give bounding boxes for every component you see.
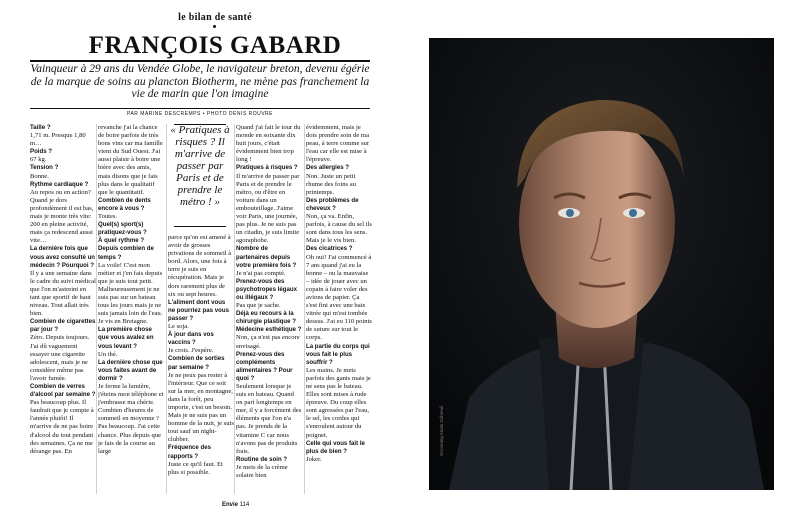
interview-question: Celle qui vous fait le plus de bien ? xyxy=(306,439,365,455)
interview-answer: Je ferme la lumière, j'éteins mon téléphone et j'embrasse ma chérie. Combien d'heures de sommeil en moyenne ? xyxy=(98,383,164,423)
interview-question: Déjà eu recours à la chirurgie plastique ? Médecine esthétique ? xyxy=(236,310,302,334)
right-page xyxy=(400,0,800,518)
text-column-4 xyxy=(236,124,302,494)
interview-answer: Je crois. J'espère. xyxy=(168,347,214,355)
headline: FRANÇOIS GABARD xyxy=(88,32,342,59)
interview-answer: Quand j'ai fait le tour du monde en soixante dix huit jours, c'était évidemment bien trop long ! xyxy=(236,124,301,164)
interview-question: Prenez-vous des compléments alimentaires ? Pour quoi ? xyxy=(236,350,293,382)
interview-question: Fréquence des rapports ? xyxy=(168,444,212,460)
interview-question: Nombre de partenaires depuis votre première fois ? xyxy=(236,245,297,269)
interview-question: Des allergies ? xyxy=(306,164,350,172)
standfirst-rule xyxy=(30,108,370,109)
rubric-bullet-dot-icon xyxy=(213,25,216,28)
portrait-photo xyxy=(429,38,774,490)
interview-answer: Je ne peux pas rester à l'intérieur. Que ce soit sur la mer, en montagne, dans la forêt, peu importe, c'est un besoin. Mais je ne suis pas un homme de la nuit, je suis tout sauf un night-clubber. xyxy=(168,371,234,444)
interview-answer: Non, ça va. Enfin, parfois, à cause du sel ils sont dans tous les sens. Mais je le vis bien. xyxy=(306,213,372,245)
interview-answer: Un thé. xyxy=(98,350,118,358)
interview-question: Rythme cardiaque ? xyxy=(30,180,89,188)
interview-question: Des cicatrices ? xyxy=(306,245,353,253)
interview-answer: Pas que je sache. xyxy=(236,302,281,310)
column-divider xyxy=(166,124,167,494)
column-divider xyxy=(304,124,305,494)
page-number: 114 xyxy=(239,502,250,508)
interview-answer: Non. Juste un petit rhume des foins au printemps. xyxy=(306,172,356,196)
column-divider xyxy=(96,124,97,494)
pull-quote: « Pratiques à risques ? Il m'arrive de passer par Paris et de prendre le métro ! » xyxy=(170,124,230,208)
interview-answer: Seulement lorsque je suis en bateau. Quand on part longtemps en mer, il y a forcément des éléments que l'on n'a pas. Je prends de la vitamine C car nous n'avons pas de produits frais. xyxy=(236,383,302,455)
portrait-illustration xyxy=(429,38,774,490)
text-column-3 xyxy=(168,234,234,494)
pullquote-rule xyxy=(174,226,226,227)
interview-answer: Toutes. xyxy=(98,213,118,221)
text-column-2 xyxy=(98,124,164,494)
interview-answer: parce qu'on est amené à avoir de grosses privations de sommeil à bord. Alors, une fois à terre je suis en récupération. Mais je dors rarement plus de six ou sept heures. xyxy=(168,234,232,298)
interview-question: Combien de sorties par semaine ? xyxy=(168,355,225,371)
interview-answer: Au repos ou en action? Quand je dors profondément il est bas, mais je monte très vite: 200 en pleine activité, mais ça redescend aussi vite… xyxy=(30,188,94,245)
interview-answer: Il m'arrive de passer par Paris et de prendre le métro, ou d'être en voiture dans un embouteillage. J'aime voir Paris, une journée, pas plus. Je ne suis pas un citadin, je suis limite agoraphobe. xyxy=(236,172,300,245)
interview-answer: Zéro. Depuis toujours. J'ai dû vaguement essayer une cigarette adolescent, mais je ne considère même pas l'avoir fumée. xyxy=(30,334,90,382)
interview-answer: Bonne. xyxy=(30,172,49,180)
interview-answer: 1,71 m. Presque 1,80 m… xyxy=(30,132,86,148)
interview-question: Combien de dents encore à vous ? xyxy=(98,196,151,212)
interview-answer: Les mains. Je mets parfois des gants mais je ne sens pas le bateau. Elles sont mises à rude épreuve. Du coup elles sont agressées par l'eau, le sel, les cordes qui s'enroulent autour du poignet. xyxy=(306,366,371,439)
interview-question: Routine de soin ? xyxy=(236,455,288,463)
interview-answer: Joker. xyxy=(306,455,322,463)
interview-question: La partie du corps qui vous fait le plus souffrir ? xyxy=(306,342,370,366)
interview-question: La dernière chose que vous faites avant de dormir ? xyxy=(98,358,163,382)
interview-answer: Je mets de la crème solaire bien xyxy=(236,463,288,480)
interview-question: À quel rythme ? Depuis combien de temps ? xyxy=(98,237,154,261)
interview-question: Combien de verres d'alcool par semaine ? xyxy=(30,383,96,399)
interview-question: Prenez-vous des psychotropes légaux ou illégaux ? xyxy=(236,277,297,301)
interview-question: Quel(s) sport(s) pratiquez-vous ? xyxy=(98,221,147,237)
interview-answer: La voile! C'est mon métier et j'en fais depuis que je suis tout petit. Malheureusement je ne suis pas sur un bateau tous les jours mais je ne suis jamais loin de l'eau. Je vis en Bretagne. xyxy=(98,261,163,326)
interview-answer: Le soja. xyxy=(168,323,189,331)
interview-answer: Pas beaucoup plus. Il faudrait que je compte à l'année plutôt! Il m'arrive de ne pas boire d'alcool du tout pendant des semaines. Ça ne me dérange pas. En xyxy=(30,399,94,455)
interview-answer: Non, ça n'est pas encore envisagé. xyxy=(236,334,300,350)
interview-answer: 67 kg. xyxy=(30,156,47,164)
page-folio xyxy=(222,502,249,508)
interview-question: Taille ? xyxy=(30,124,51,131)
interview-question: À jour dans vos vaccins ? xyxy=(168,331,214,347)
interview-answer: Je n'ai pas compté. xyxy=(236,269,286,277)
interview-question: La dernière fois que vous avez consulté un médecin ? Pourquoi ? xyxy=(30,245,96,269)
interview-answer: Pas beaucoup. J'ai cette chance. Plus depuis que je fais de la course au large xyxy=(98,423,161,455)
interview-answer: Oh oui! J'ai commencé à 7 ans quand j'ai eu la bonne – ou la mauvaise – idée de jouer avec un copain à faire voler des avions de papier. Ça s'est fini avec une baie vitrée qui m'est tombée dessus. J'ai eu 110 points de suture sur tout le corps. xyxy=(306,253,372,342)
interview-answer: Juste ce qu'il faut. Et plus si possible. xyxy=(168,460,223,476)
interview-question: La première chose que vous avalez en vous levant ? xyxy=(98,326,154,350)
text-column-1 xyxy=(30,124,96,494)
interview-question: L'aliment dont vous ne pourriez pas vous passer ? xyxy=(168,298,229,322)
byline: PAR MARINE DESCREMPS • PHOTO DENIS ROUVRE xyxy=(127,111,273,117)
photo-credit: Grooming Anaïs Dubreuil xyxy=(439,405,444,456)
interview-question: Tension ? xyxy=(30,164,59,172)
interview-question: Pratiques à risques ? xyxy=(236,164,298,172)
interview-question: Poids ? xyxy=(30,148,53,156)
column-divider xyxy=(234,124,235,494)
interview-answer: revanche j'ai la chance de boire parfois de très bons vins car ma famille vient du Sud Ouest. J'ai aussi plaisir à boire une bière avec des amis, mais disons que je fais plus dans le qualitatif que le quantitatif. xyxy=(98,124,163,196)
interview-answer: Il y a une semaine dans le cadre du suivi médical que l'on m'astreint en tant que sportif de haut niveau. Tout allait très bien. xyxy=(30,269,96,318)
interview-question: Des problèmes de cheveux ? xyxy=(306,196,359,212)
section-rubric: le bilan de santé xyxy=(178,12,252,23)
magazine-name: Envie xyxy=(222,502,239,508)
interview-answer: évidemment, mais je dois prendre soin de ma peau, à terre comme sur l'eau car elle est mise à l'épreuve. xyxy=(306,124,370,164)
text-column-5 xyxy=(306,124,372,494)
interview-question: Combien de cigarettes par jour ? xyxy=(30,318,96,334)
standfirst: Vainqueur à 29 ans du Vendée Globe, le navigateur breton, devenu égérie de la marque de soins au plancton Biotherm, ne mène pas franchement la vie de marin que l'on imagine xyxy=(30,63,370,100)
headline-rule xyxy=(30,60,370,62)
